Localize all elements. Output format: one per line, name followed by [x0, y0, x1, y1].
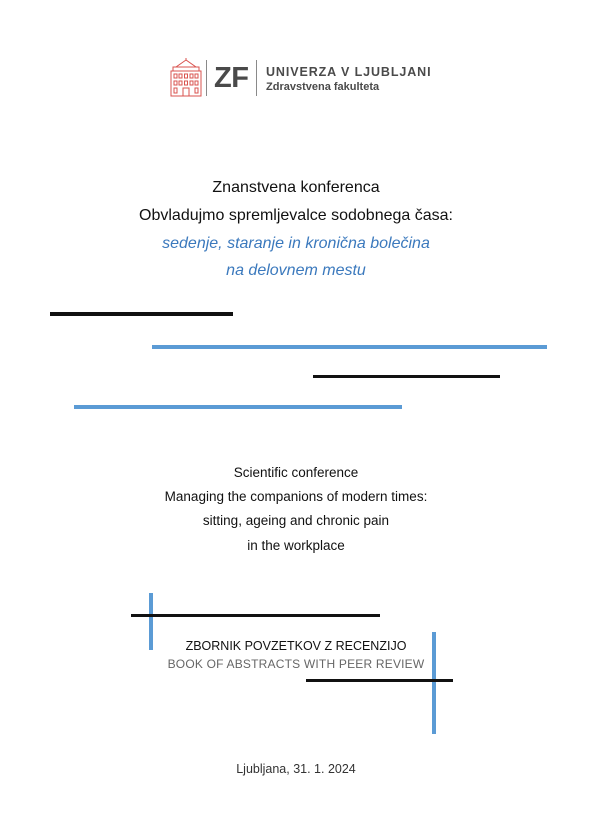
- place-date: Ljubljana, 31. 1. 2024: [236, 762, 356, 776]
- proceedings-title-en: BOOK OF ABSTRACTS WITH PEER REVIEW: [167, 657, 425, 671]
- decorative-bar-black: [306, 679, 453, 682]
- sl-subtitle-line1: sedenje, staranje in kronična bolečina: [162, 235, 430, 252]
- university-building-icon: [170, 58, 202, 98]
- logo-faculty-name: Zdravstvena fakulteta: [266, 81, 380, 93]
- en-title-line3: sitting, ageing and chronic pain: [202, 513, 390, 528]
- decorative-bar-black: [50, 312, 233, 316]
- decorative-bar-black: [131, 614, 380, 617]
- logo-divider: [206, 60, 207, 96]
- faculty-logo: [170, 58, 430, 98]
- logo-abbreviation: ZF: [214, 62, 249, 94]
- en-title-line4: in the workplace: [247, 538, 345, 553]
- sl-subtitle-line2: na delovnem mestu: [226, 262, 366, 279]
- en-title-line1: Scientific conference: [233, 465, 359, 480]
- decorative-bar-blue: [152, 345, 547, 349]
- proceedings-title-sl: ZBORNIK POVZETKOV Z RECENZIJO: [185, 639, 407, 653]
- decorative-bar-black: [313, 375, 500, 378]
- en-title-line2: Managing the companions of modern times:: [164, 489, 428, 504]
- decorative-bar-blue: [74, 405, 402, 409]
- sl-title-line2: Obvladujmo spremljevalce sodobnega časa:: [139, 207, 453, 224]
- sl-title-line1: Znanstvena konferenca: [212, 179, 380, 196]
- logo-divider: [256, 60, 257, 96]
- logo-university-name: UNIVERZA V LJUBLJANI: [266, 65, 432, 79]
